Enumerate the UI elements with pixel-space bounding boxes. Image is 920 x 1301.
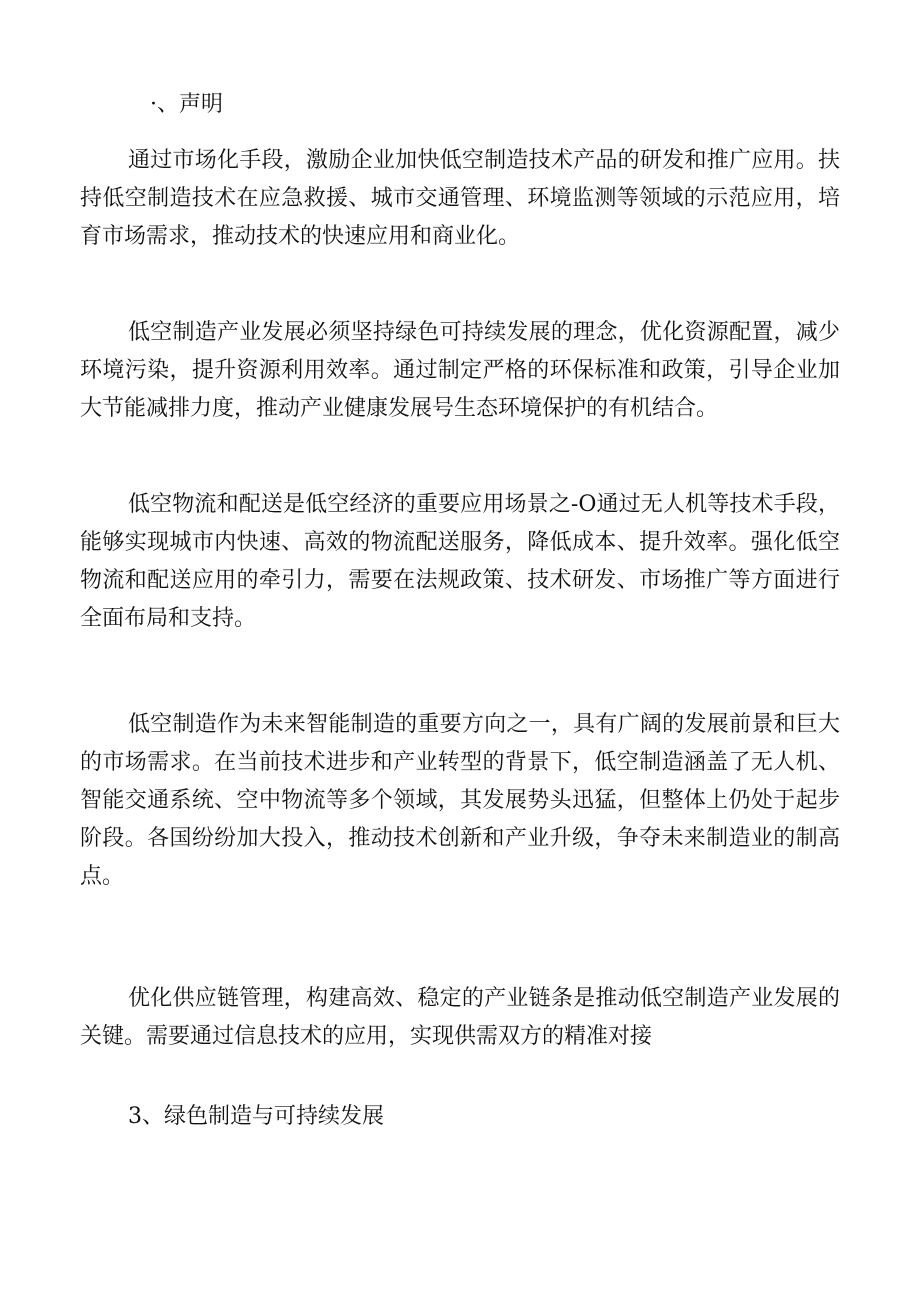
paragraph-low-altitude-logistics: 低空物流和配送是低空经济的重要应用场景之-O通过无人机等技术手段，能够实现城市内快速、高效的物流配送服务，降低成本、提升效率。强化低空物流和配送应用的牵引力，需要在法规政策、技术研发、市场推广等方面进行全面布局和支持。 bbox=[80, 492, 840, 631]
paragraph-supply-chain: 优化供应链管理，构建高效、稳定的产业链条是推动低空制造产业发展的关键。需要通过信息技术的应用，实现供需双方的精准对接 bbox=[80, 986, 840, 1049]
paragraph-green-development: 低空制造产业发展必须坚持绿色可持续发展的理念，优化资源配置，减少环境污染，提升资源利用效率。通过制定严格的环保标准和政策，引导企业加大节能减排力度，推动产业健康发展号生态环境保护的有机结合。 bbox=[80, 320, 840, 421]
paragraph-intelligent-manufacturing: 低空制造作为未来智能制造的重要方向之一，具有广阔的发展前景和巨大的市场需求。在当前技术进步和产业转型的背景下，低空制造涵盖了无人机、智能交通系统、空中物流等多个领域，其发展势头迅猛，但整体上仍处于起步阶段。各国纷纷加大投入，推动技术创新和产业升级，争夺未来制造业的制高点。 bbox=[80, 712, 840, 889]
paragraph-market-incentives: 通过市场化手段，激励企业加快低空制造技术产品的研发和推广应用。扶持低空制造技术在应急救援、城市交通管理、环境监测等领域的示范应用，培育市场需求，推动技术的快速应用和商业化。 bbox=[80, 148, 840, 249]
section-heading-green-manufacturing: 3、绿色制造与可持续发展 bbox=[128, 1104, 384, 1129]
section-heading-statement: ·、声明 bbox=[150, 92, 223, 117]
